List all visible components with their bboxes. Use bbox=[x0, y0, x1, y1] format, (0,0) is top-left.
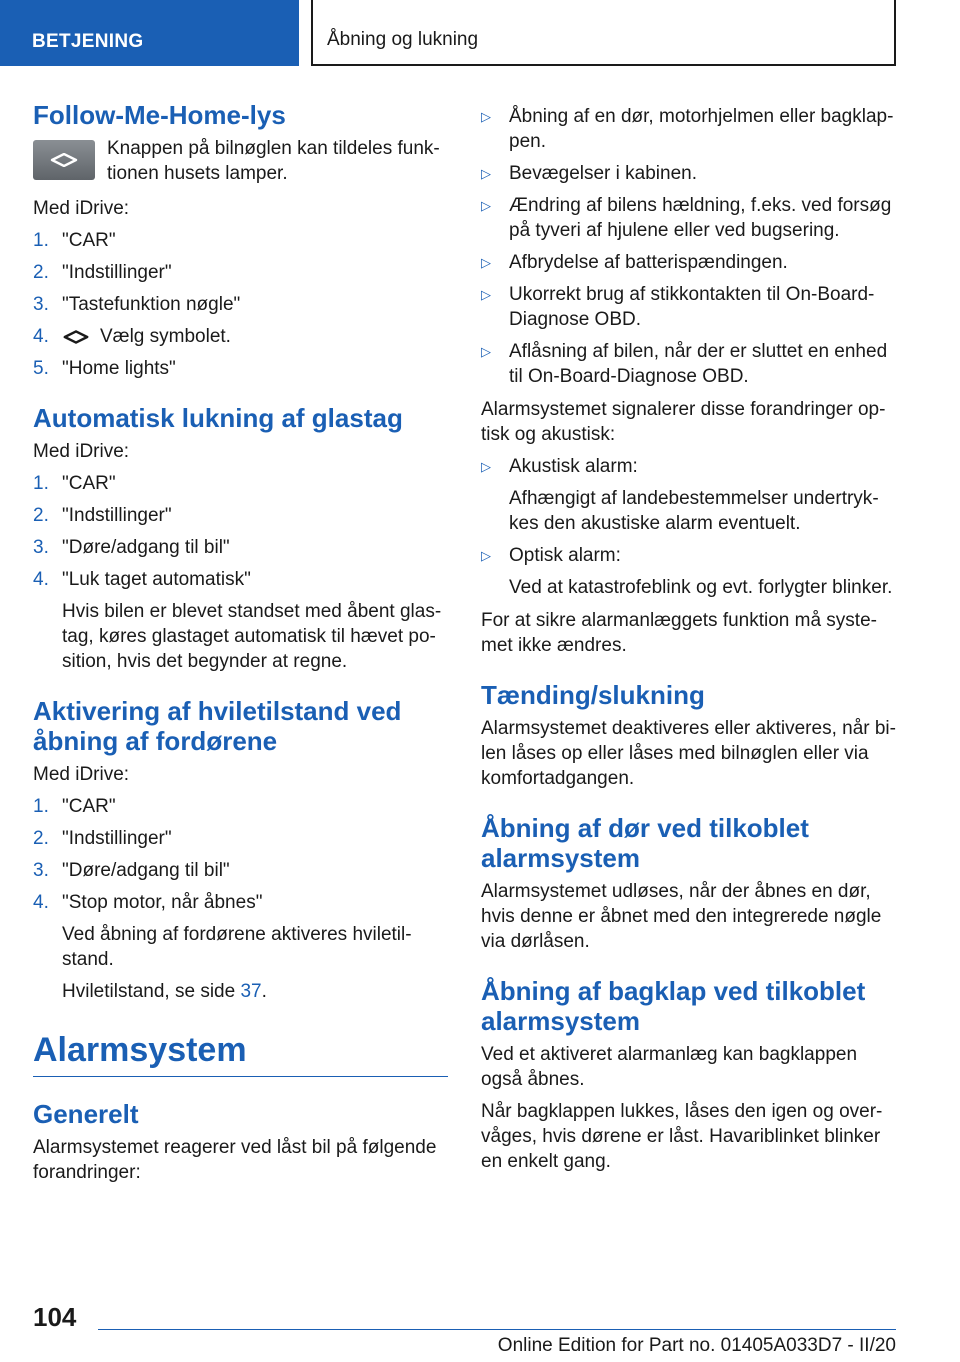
bullet-triangle-icon: ▷ bbox=[481, 198, 491, 213]
home-lights-symbol-icon bbox=[62, 330, 90, 344]
list-item: 1. "CAR" bbox=[33, 230, 116, 251]
hvile-intro: Med iDrive: bbox=[33, 764, 130, 785]
signal-text: Alarmsystemet signalerer disse forandringer optisk og akustisk: bbox=[481, 399, 886, 445]
list-item: ▷ Aflåsning af bilen, når der er sluttet en enhed til On-Board-Diagnose OBD. bbox=[481, 341, 888, 387]
heading-glastag: Automatisk lukning af glastag bbox=[33, 403, 403, 433]
secure-text: For at sikre alarmanlæggets funktion må systemet ikke ændres. bbox=[481, 610, 877, 656]
bullet-triangle-icon: ▷ bbox=[481, 459, 491, 474]
page-link[interactable]: 37 bbox=[240, 981, 262, 1002]
list-item: ▷ Optisk alarm: Ved at katastrofeblink og evt. forlygter blinker. bbox=[481, 545, 893, 598]
key-button-text: Knappen på bilnøglen kan tildeles funktionen husets lamper. bbox=[107, 138, 440, 184]
hvile-reference: Hviletilstand, se side 37. bbox=[62, 981, 267, 1002]
list-item: 2. "Indstillinger" bbox=[33, 505, 172, 526]
glastag-note: Hvis bilen er blevet standset med åbent glastag, køres glastaget automatisk til hævet position, hvis det begynder at regne. bbox=[62, 601, 442, 672]
list-item: ▷ Afbrydelse af batterispændingen. bbox=[481, 252, 788, 273]
list-item: 3. "Døre/adgang til bil" bbox=[33, 537, 230, 558]
right-column bbox=[481, 100, 897, 1181]
key-button-note bbox=[33, 136, 448, 186]
list-item: 1. "CAR" bbox=[33, 473, 116, 494]
heading-bagklap-alarm: Åbning af bagklap ved tilkoblet alarmsystem bbox=[481, 976, 866, 1036]
heading-doer-alarm: Åbning af dør ved tilkoblet alarmsystem bbox=[481, 813, 809, 873]
heading-generelt: Generelt bbox=[33, 1099, 139, 1129]
list-item: 4. "Stop motor, når åbnes" Ved åbning af fordørene aktiveres hviletilstand. Hviletilstand, se side 37. bbox=[33, 890, 448, 1004]
follow-steps bbox=[33, 228, 448, 381]
footer-divider bbox=[98, 1329, 896, 1330]
bullet-triangle-icon: ▷ bbox=[481, 166, 491, 181]
bagklap-text-2: Når bagklappen lukkes, låses den igen og overvåges, hvis dørene er låst. Havariblinket blinker en enkelt gang. bbox=[481, 1101, 883, 1172]
list-item: 2. "Indstillinger" bbox=[33, 828, 172, 849]
heading-hviletilstand: Aktivering af hviletilstand ved åbning af fordørene bbox=[33, 696, 402, 756]
hvile-note: Ved åbning af fordørene aktiveres hviletilstand. bbox=[62, 924, 412, 970]
hvile-steps bbox=[33, 794, 448, 1004]
heading-alarmsystem: Alarmsystem bbox=[33, 1030, 448, 1077]
key-button-icon bbox=[33, 140, 95, 180]
list-item: 5. "Home lights" bbox=[33, 358, 176, 379]
signal-list bbox=[481, 454, 897, 600]
edition-note: Online Edition for Part no. 01405A033D7 - II/20 bbox=[497, 1335, 896, 1356]
list-item: ▷ Ukorrekt brug af stikkontakten til On-Board-Diagnose OBD. bbox=[481, 284, 875, 330]
list-item: ▷ Akustisk alarm: Afhængigt af landebestemmelser undertrykkes den akustiske alarm eventuelt. bbox=[481, 456, 879, 534]
chapter-title: Åbning og lukning bbox=[311, 0, 896, 66]
heading-follow-me-home: Follow-Me-Home-lys bbox=[33, 100, 286, 130]
heading-taending: Tænding/slukning bbox=[481, 680, 705, 710]
page-header bbox=[0, 0, 960, 66]
list-item: 1. "CAR" bbox=[33, 796, 116, 817]
bullet-triangle-icon: ▷ bbox=[481, 548, 491, 563]
bullet-triangle-icon: ▷ bbox=[481, 255, 491, 270]
follow-intro: Med iDrive: bbox=[33, 198, 130, 219]
glastag-steps bbox=[33, 471, 448, 674]
taending-text: Alarmsystemet deaktiveres eller aktiveres, når bilen låses op eller låses med bilnøglen eller via komfortadgangen. bbox=[481, 718, 896, 789]
doer-alarm-text: Alarmsystemet udløses, når der åbnes en dør, hvis denne er åbnet med den integrerede nøgle via dørlåsen. bbox=[481, 881, 882, 952]
bullet-triangle-icon: ▷ bbox=[481, 109, 491, 124]
list-item: 2. "Indstillinger" bbox=[33, 262, 172, 283]
bullet-triangle-icon: ▷ bbox=[481, 344, 491, 359]
list-item: 4. Vælg symbolet. bbox=[33, 326, 231, 347]
bagklap-text-1: Ved et aktiveret alarmanlæg kan bagklappen også åbnes. bbox=[481, 1044, 858, 1090]
alarm-change-list bbox=[481, 104, 897, 389]
page-number: 104 bbox=[33, 1302, 77, 1332]
left-column bbox=[33, 100, 448, 1192]
generelt-text: Alarmsystemet reagerer ved låst bil på følgende forandringer: bbox=[33, 1137, 437, 1183]
bullet-triangle-icon: ▷ bbox=[481, 287, 491, 302]
list-item: 3. "Tastefunktion nøgle" bbox=[33, 294, 241, 315]
list-item: 3. "Døre/adgang til bil" bbox=[33, 860, 230, 881]
list-item: ▷ Bevægelser i kabinen. bbox=[481, 163, 697, 184]
list-item: ▷ Ændring af bilens hældning, f.eks. ved forsøg på tyveri af hjulene eller ved bugsering. bbox=[481, 195, 892, 241]
list-item: ▷ Åbning af en dør, motorhjelmen eller bagklappen. bbox=[481, 106, 894, 152]
list-item: 4. "Luk taget automatisk" Hvis bilen er blevet standset med åbent glastag, køres glastaget automatisk til hævet position, hvis det begynder at regne. bbox=[33, 567, 448, 674]
glastag-intro: Med iDrive: bbox=[33, 441, 130, 462]
section-tab: BETJENING bbox=[0, 0, 299, 66]
